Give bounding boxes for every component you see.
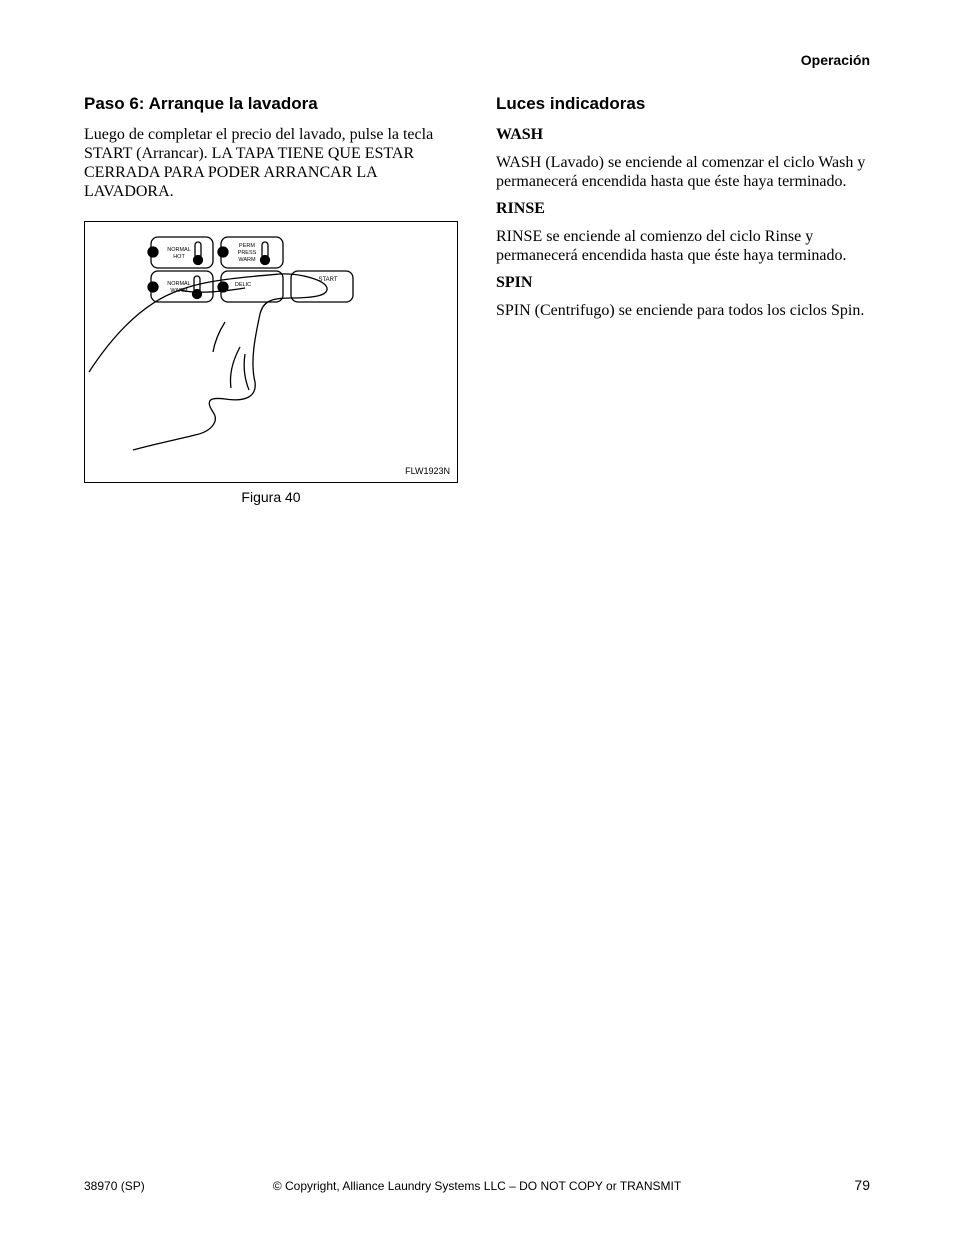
step-paragraph: Luego de completar el precio del lavado, pulse la tecla START (Arrancar). LA TAPA TIENE QUE ESTAR CERRADA PARA PODER ARRANCAR LA LAVADORA. [84,126,434,200]
perm-press-label-line2: PRESS [237,250,257,256]
section-header: Operación [800,52,870,68]
right-column [496,93,876,320]
perm-press-label-line3: WARM [238,257,256,263]
rinse-text: RINSE se enciende al comienzo del ciclo Rinse y permanecerá encendida hasta que éste haya terminado. [496,228,847,264]
indicator-lights-heading: Luces indicadoras [496,94,646,113]
normal-hot-label-line2: HOT [173,254,185,260]
spin-text: SPIN (Centrifugo) se enciende para todos los ciclos Spin. [496,302,865,319]
doc-number: 38970 (SP) [84,1179,145,1193]
copyright-notice: © Copyright, Alliance Laundry Systems LLC – DO NOT COPY or TRANSMIT [272,1179,682,1193]
spin-title: SPIN [496,274,533,291]
start-label: START [318,277,338,283]
normal-warm-label-line1: NORMAL [167,281,191,287]
hand-pressing-start-illustration [85,222,457,482]
normal-warm-label-line2: WARM [170,288,188,294]
figure-illustration [84,221,458,483]
perm-press-label-line1: PERM [239,243,255,249]
normal-hot-label-line1: NORMAL [167,247,191,253]
figure-code: FLW1923N [405,466,450,476]
page-number: 79 [854,1177,870,1193]
figure-caption: Figura 40 [241,489,301,505]
wash-text: WASH (Lavado) se enciende al comenzar el ciclo Wash y permanecerá encendida hasta que éste haya terminado. [496,154,866,190]
delicate-label: DELIC [234,282,252,288]
wash-title: WASH [496,126,544,143]
step-heading: Paso 6: Arranque la lavadora [84,94,318,113]
rinse-title: RINSE [496,200,545,217]
left-column [84,93,458,201]
page-footer [84,1177,870,1197]
delicate-button-shape [221,271,283,302]
